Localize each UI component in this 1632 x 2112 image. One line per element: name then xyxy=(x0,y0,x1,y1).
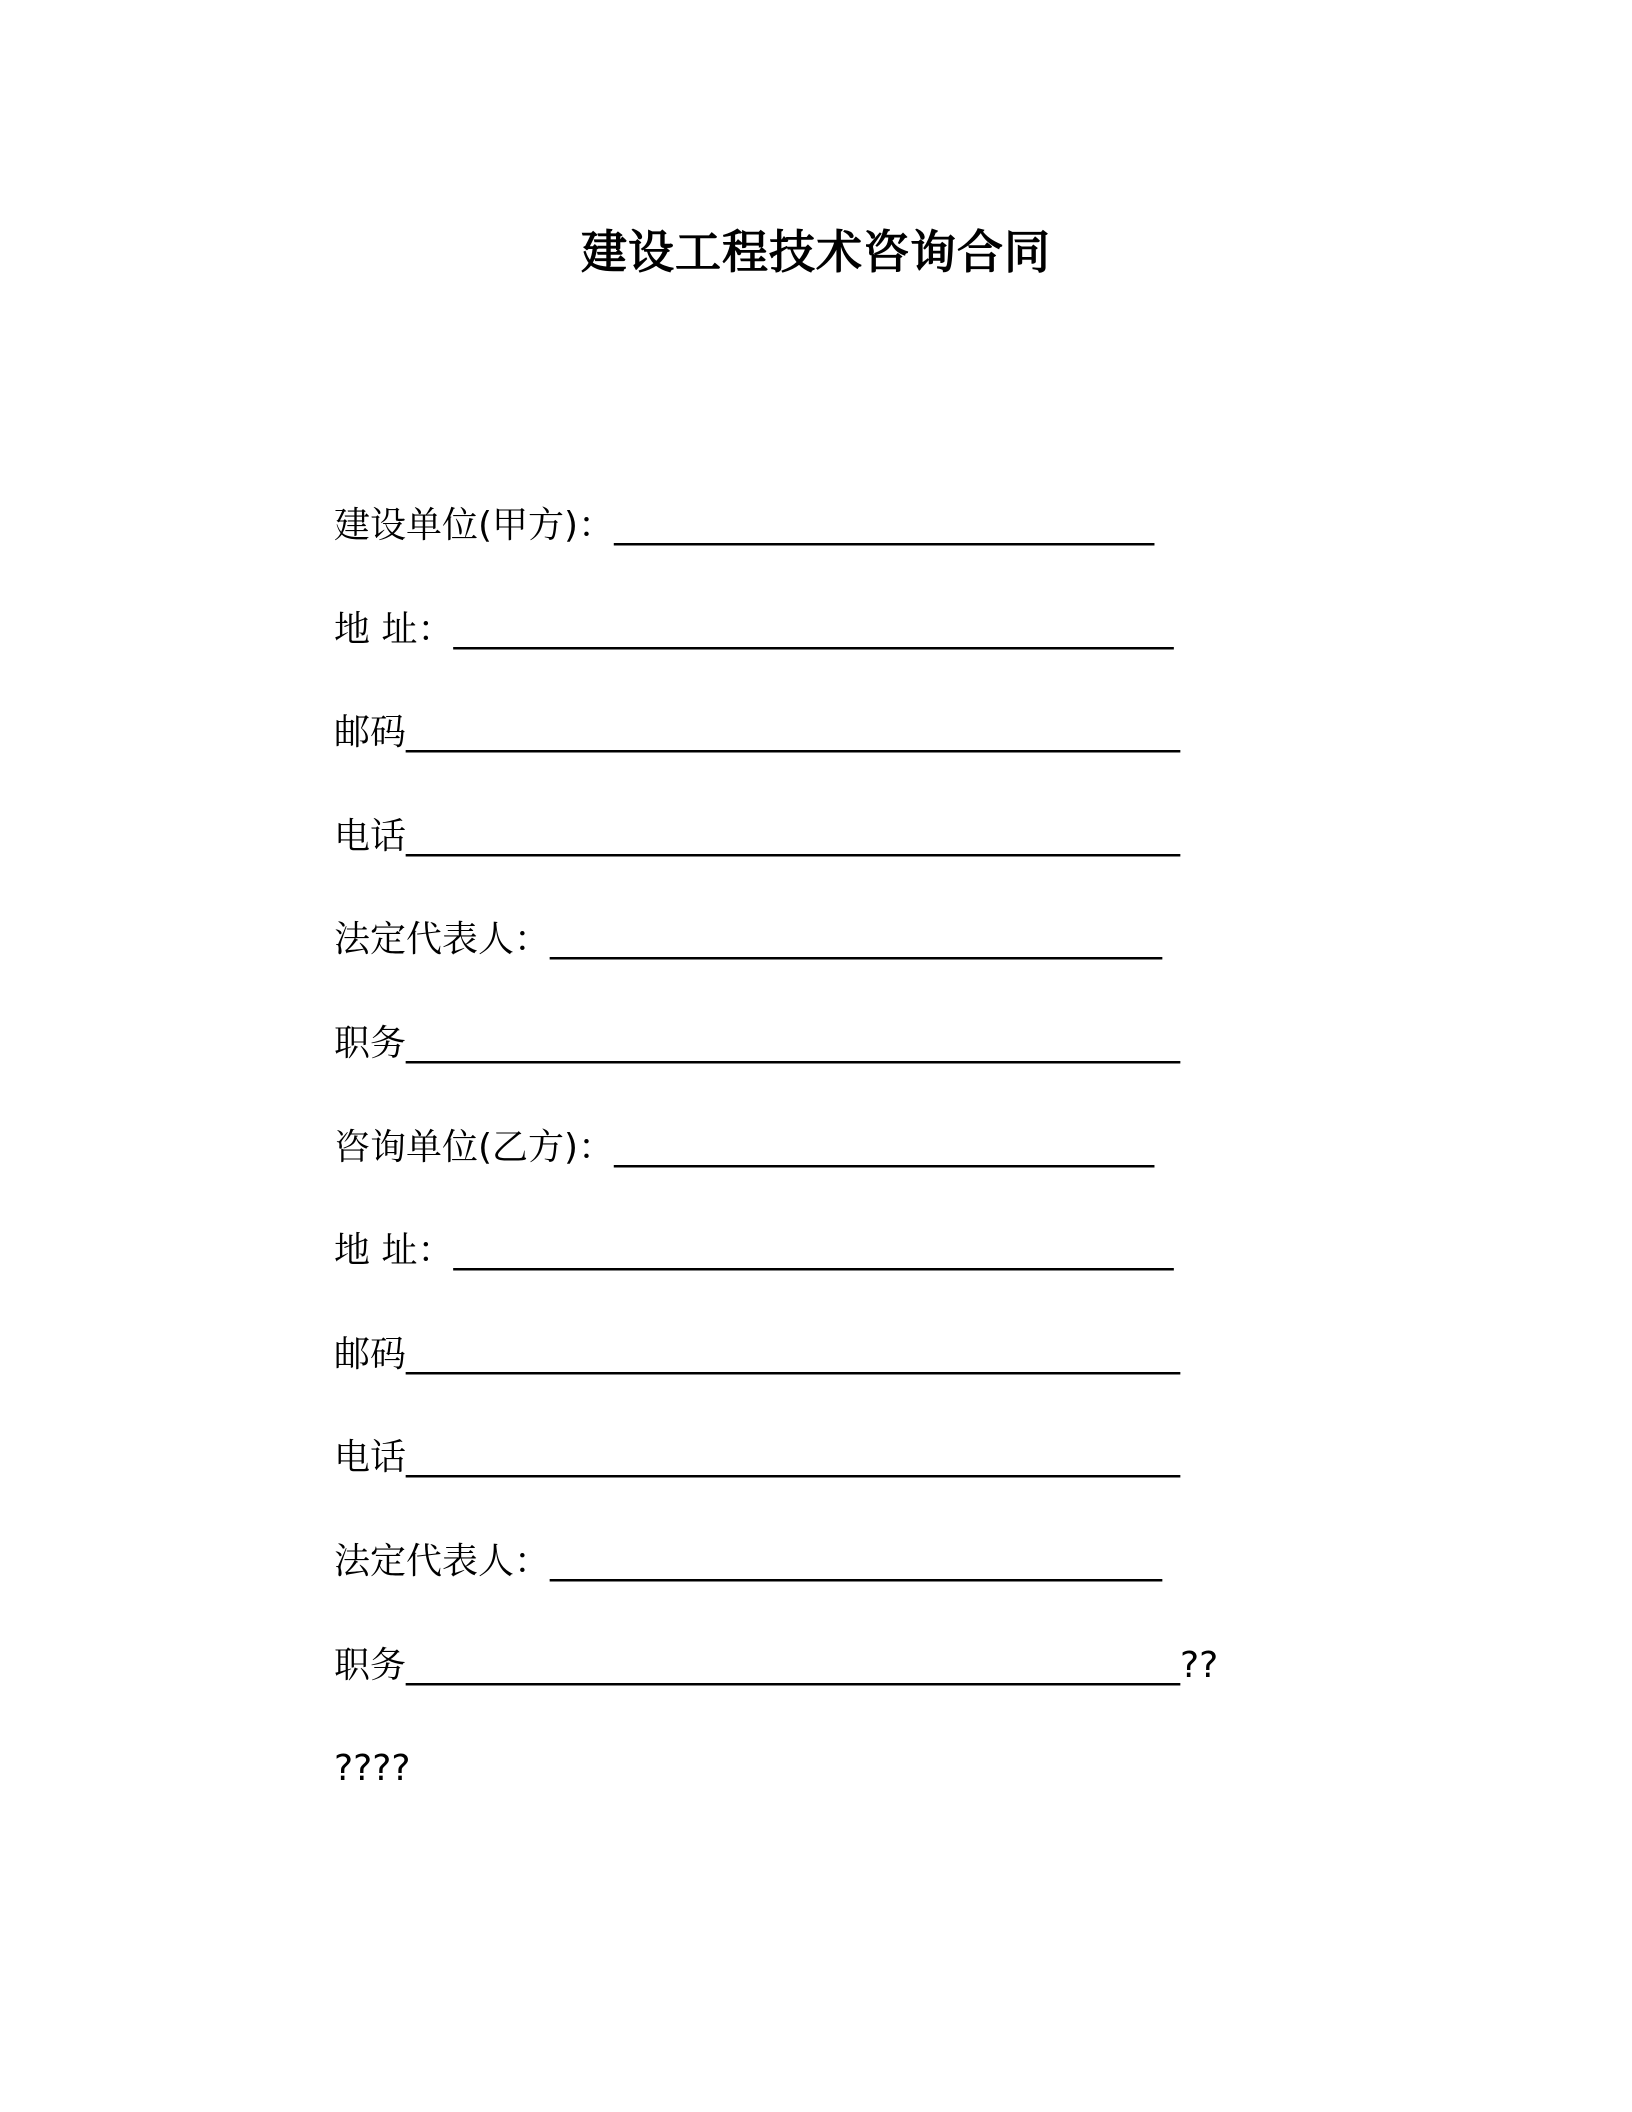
field-label: 法定代表人： xyxy=(334,1540,551,1582)
fill-blank: ___________________________________________ xyxy=(406,815,1181,857)
fill-blank: ________________________________________ xyxy=(453,608,1174,650)
party-b-phone-line xyxy=(334,1428,1334,1532)
party-b-position-line xyxy=(334,1636,1334,1740)
party-a-postcode-line xyxy=(334,703,1334,807)
fill-blank: __________________________________ xyxy=(550,1540,1163,1582)
fill-blank: ___________________________________________ xyxy=(406,712,1181,754)
field-label: 电话 xyxy=(334,1437,407,1479)
field-label: 地 址： xyxy=(334,608,454,650)
fill-blank: __________________________________ xyxy=(550,919,1163,961)
party-a-phone-line xyxy=(334,807,1334,911)
fill-blank: ___________________________________________ xyxy=(406,1022,1181,1064)
field-label: 法定代表人： xyxy=(334,919,551,961)
party-b-legal-rep-line xyxy=(334,1532,1334,1636)
trailing-text: ?? xyxy=(1180,1644,1219,1686)
field-label: 职务 xyxy=(334,1644,407,1686)
party-info-fields xyxy=(334,496,1334,1843)
unrendered-text-line xyxy=(334,1739,1334,1843)
field-label: 建设单位(甲方)： xyxy=(334,505,615,546)
field-label: 电话 xyxy=(334,815,407,857)
field-label: 邮码 xyxy=(334,1333,407,1375)
fill-blank: ___________________________________________ xyxy=(406,1333,1181,1375)
fill-blank: ______________________________ xyxy=(614,505,1155,546)
party-a-position-line xyxy=(334,1014,1334,1118)
party-b-postcode-line xyxy=(334,1325,1334,1429)
party-b-address-line xyxy=(334,1221,1334,1325)
field-label: ???? xyxy=(334,1748,411,1790)
fill-blank: ___________________________________________ xyxy=(406,1437,1181,1479)
party-a-unit-line xyxy=(334,496,1334,600)
field-label: 咨询单位(乙方)： xyxy=(334,1126,615,1168)
fill-blank: ______________________________ xyxy=(614,1126,1155,1168)
party-a-legal-rep-line xyxy=(334,910,1334,1014)
fill-blank: ___________________________________________ xyxy=(406,1644,1181,1686)
party-b-unit-line xyxy=(334,1118,1334,1222)
field-label: 职务 xyxy=(334,1022,407,1064)
party-a-address-line xyxy=(334,600,1334,704)
field-label: 邮码 xyxy=(334,712,407,754)
document-title: 建设工程技术咨询合同 xyxy=(581,225,1051,279)
fill-blank: ________________________________________ xyxy=(453,1230,1174,1272)
field-label: 地 址： xyxy=(334,1230,454,1272)
